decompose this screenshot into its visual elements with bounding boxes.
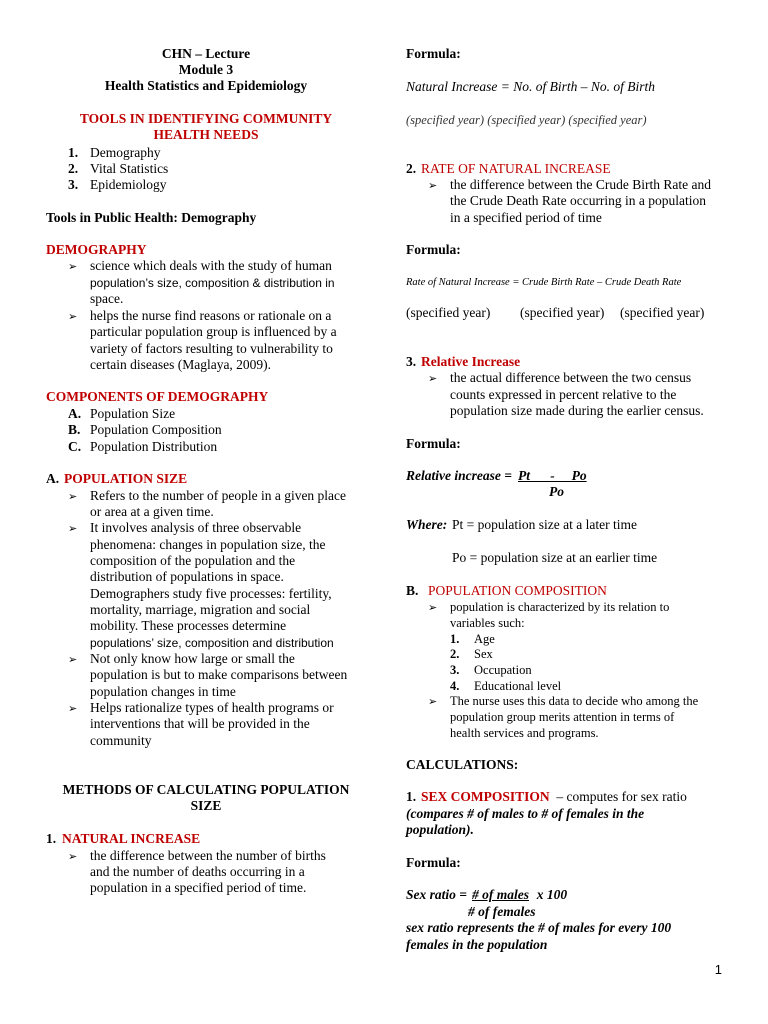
rate-heading: RATE OF NATURAL INCREASE <box>421 161 611 176</box>
tools-list-num-1: 1. <box>68 145 79 160</box>
natural-num: 1. <box>46 831 57 846</box>
sex-note-line2: females in the population <box>406 937 548 952</box>
popcomp-item-2: Sex <box>474 647 493 661</box>
natural-bullet-line2: and the number of deaths occurring in a <box>90 864 305 879</box>
formula4-label: Formula: <box>406 855 461 870</box>
arrow-bullet-icon: ➢ <box>68 261 78 273</box>
where-label: Where: <box>406 517 448 532</box>
formula3-lhs: Relative increase = <box>406 468 512 483</box>
natural-bullet-line1: the difference between the number of births <box>90 848 326 863</box>
components-heading: COMPONENTS OF DEMOGRAPHY <box>46 389 269 404</box>
popsize-bullet2-line5: Demographers study five processes: fertility, <box>90 586 332 601</box>
rate-bullet-line2: the Crude Death Rate occurring in a population <box>450 193 707 208</box>
tools-list-item-3: Epidemiology <box>90 177 167 192</box>
demography-bullet2-line2: particular population group is influenced by a <box>90 324 337 339</box>
formula2-sub-3: (specified year) <box>620 305 705 320</box>
formula3-label: Formula: <box>406 436 461 451</box>
tools-heading-1: TOOLS IN IDENTIFYING COMMUNITY <box>79 111 333 126</box>
popsize-heading: POPULATION SIZE <box>64 471 188 486</box>
components-item-c: Population Distribution <box>90 439 218 454</box>
formula4-numerator: # of males <box>472 887 529 902</box>
popcomp-num-3: 3. <box>450 663 460 677</box>
formula2-label: Formula: <box>406 242 461 257</box>
formula1-sub: (specified year) (specified year) (specified year) <box>406 113 647 127</box>
sex-desc: – computes for sex ratio <box>553 789 687 804</box>
arrow-bullet-icon: ➢ <box>68 654 78 666</box>
arrow-bullet-icon: ➢ <box>428 602 438 614</box>
components-item-a: Population Size <box>90 406 176 421</box>
header-line-3: Health Statistics and Epidemiology <box>104 78 308 93</box>
popsize-bullet2-line2: phenomena: changes in population size, the <box>90 537 326 552</box>
demography-bullet2-line4: certain diseases (Maglaya, 2009). <box>90 357 272 372</box>
popcomp-bullet2-line2: population group merits attention in terms of <box>450 710 675 724</box>
demography-bullet2-line3: variety of factors resulting to vulnerability to <box>90 341 333 356</box>
demography-bullet2-line1: helps the nurse find reasons or rationale on a <box>90 308 332 323</box>
formula4-denominator: # of females <box>468 904 536 919</box>
popsize-bullet2-line4: distribution of populations in space. <box>90 569 284 584</box>
popsize-bullet2-line6: mortality, marriage, migration and social <box>90 602 311 617</box>
demography-bullet1-line1: science which deals with the study of human <box>90 258 332 273</box>
popsize-bullet2-line1: It involves analysis of three observable <box>90 520 302 535</box>
tools-list-num-3: 3. <box>68 177 79 192</box>
formula2-sub-2: (specified year) <box>520 305 605 320</box>
arrow-bullet-icon: ➢ <box>68 491 78 503</box>
popcomp-heading: POPULATION COMPOSITION <box>428 583 607 598</box>
popcomp-bullet1-line1: population is characterized by its relation to <box>450 600 670 614</box>
formula2-text: Rate of Natural Increase = Crude Birth Rate – Crude Death Rate <box>406 277 682 288</box>
popcomp-num-4: 4. <box>450 679 460 693</box>
arrow-bullet-icon: ➢ <box>428 373 438 385</box>
formula1-label: Formula: <box>406 46 461 61</box>
popcomp-bullet2-line1: The nurse uses this data to decide who among the <box>450 694 699 708</box>
rate-bullet-line1: the difference between the Crude Birth Rate and <box>450 177 712 192</box>
components-letter-b: B. <box>68 422 81 437</box>
popsize-bullet2-line3: composition of the population and the <box>90 553 296 568</box>
tools-list-num-2: 2. <box>68 161 79 176</box>
relative-bullet-line1: the actual difference between the two census <box>450 370 692 385</box>
calculations-heading: CALCULATIONS: <box>406 757 519 772</box>
sex-compares-line1: (compares # of males to # of females in the <box>406 806 645 821</box>
popsize-bullet2-line8: populations’ size, composition and distribution <box>90 636 334 650</box>
sex-num: 1. <box>406 789 417 804</box>
arrow-bullet-icon: ➢ <box>428 180 438 192</box>
popcomp-bullet2-line3: health services and programs. <box>450 726 599 740</box>
tools-list-item-2: Vital Statistics <box>90 161 169 176</box>
components-letter-a: A. <box>68 406 82 421</box>
methods-heading-1: METHODS OF CALCULATING POPULATION <box>62 782 350 797</box>
where-po: Po = population size at an earlier time <box>452 550 658 565</box>
popcomp-letter: B. <box>406 583 419 598</box>
formula3-denominator: Po <box>549 484 564 499</box>
popcomp-num-2: 2. <box>450 647 460 661</box>
header-line-2: Module 3 <box>178 62 234 77</box>
formula1-text: Natural Increase = No. of Birth – No. of Birth <box>406 79 655 94</box>
popcomp-num-1: 1. <box>450 632 460 646</box>
demography-heading: DEMOGRAPHY <box>46 242 147 257</box>
popsize-bullet3-line2: population is but to make comparisons between <box>90 667 348 682</box>
popcomp-item-3: Occupation <box>474 663 532 677</box>
relative-bullet-line3: population size made during the earlier census. <box>450 403 704 418</box>
natural-bullet-line3: population in a specified period of time. <box>90 880 307 895</box>
where-pt: Pt = population size at a later time <box>452 517 637 532</box>
arrow-bullet-icon: ➢ <box>68 851 78 863</box>
components-item-b: Population Composition <box>90 422 222 437</box>
popsize-bullet4-line2: interventions that will be provided in the <box>90 716 310 731</box>
popcomp-item-1: Age <box>474 632 495 646</box>
arrow-bullet-icon: ➢ <box>68 311 78 323</box>
popsize-bullet3-line1: Not only know how large or small the <box>90 651 295 666</box>
sex-heading: SEX COMPOSITION <box>421 789 550 804</box>
tools-heading-2: HEALTH NEEDS <box>153 127 259 142</box>
formula4-multiplier: x 100 <box>530 887 568 902</box>
methods-heading-2: SIZE <box>190 798 222 813</box>
relative-num: 3. <box>406 354 417 369</box>
sex-note-line1: sex ratio represents the # of males for every 100 <box>406 920 672 935</box>
rate-bullet-line3: in a specified period of time <box>450 210 602 225</box>
popsize-bullet2-line7: mobility. These processes determine <box>90 618 287 633</box>
arrow-bullet-icon: ➢ <box>68 523 78 535</box>
popcomp-bullet1-line2: variables such: <box>450 616 525 630</box>
tools-list-item-1: Demography <box>90 145 161 160</box>
popsize-bullet3-line3: population changes in time <box>90 684 236 699</box>
relative-bullet-line2: counts expressed in percent relative to the <box>450 387 677 402</box>
components-letter-c: C. <box>68 439 82 454</box>
header-line-1: CHN – Lecture <box>161 46 251 61</box>
arrow-bullet-icon: ➢ <box>68 703 78 715</box>
formula3-numerator: Pt - Po <box>518 468 587 483</box>
page-number: 1 <box>714 962 722 977</box>
demography-bullet1-line2: population’s size, composition & distribution in <box>90 276 335 290</box>
popsize-bullet1-line1: Refers to the number of people in a given place <box>90 488 347 503</box>
tools-public-health: Tools in Public Health: Demography <box>46 210 257 225</box>
popsize-letter: A. <box>46 471 60 486</box>
popsize-bullet1-line2: or area at a given time. <box>90 504 214 519</box>
formula2-sub-1: (specified year) <box>406 305 491 320</box>
relative-heading: Relative Increase <box>421 354 521 369</box>
rate-num: 2. <box>406 161 417 176</box>
natural-heading: NATURAL INCREASE <box>62 831 201 846</box>
popcomp-item-4: Educational level <box>474 679 562 693</box>
formula4-lhs: Sex ratio = <box>406 887 467 902</box>
demography-bullet1-line3: space. <box>90 291 124 306</box>
sex-compares-line2: population). <box>406 822 474 837</box>
popsize-bullet4-line1: Helps rationalize types of health programs or <box>90 700 334 715</box>
popsize-bullet4-line3: community <box>90 733 152 748</box>
arrow-bullet-icon: ➢ <box>428 696 438 708</box>
